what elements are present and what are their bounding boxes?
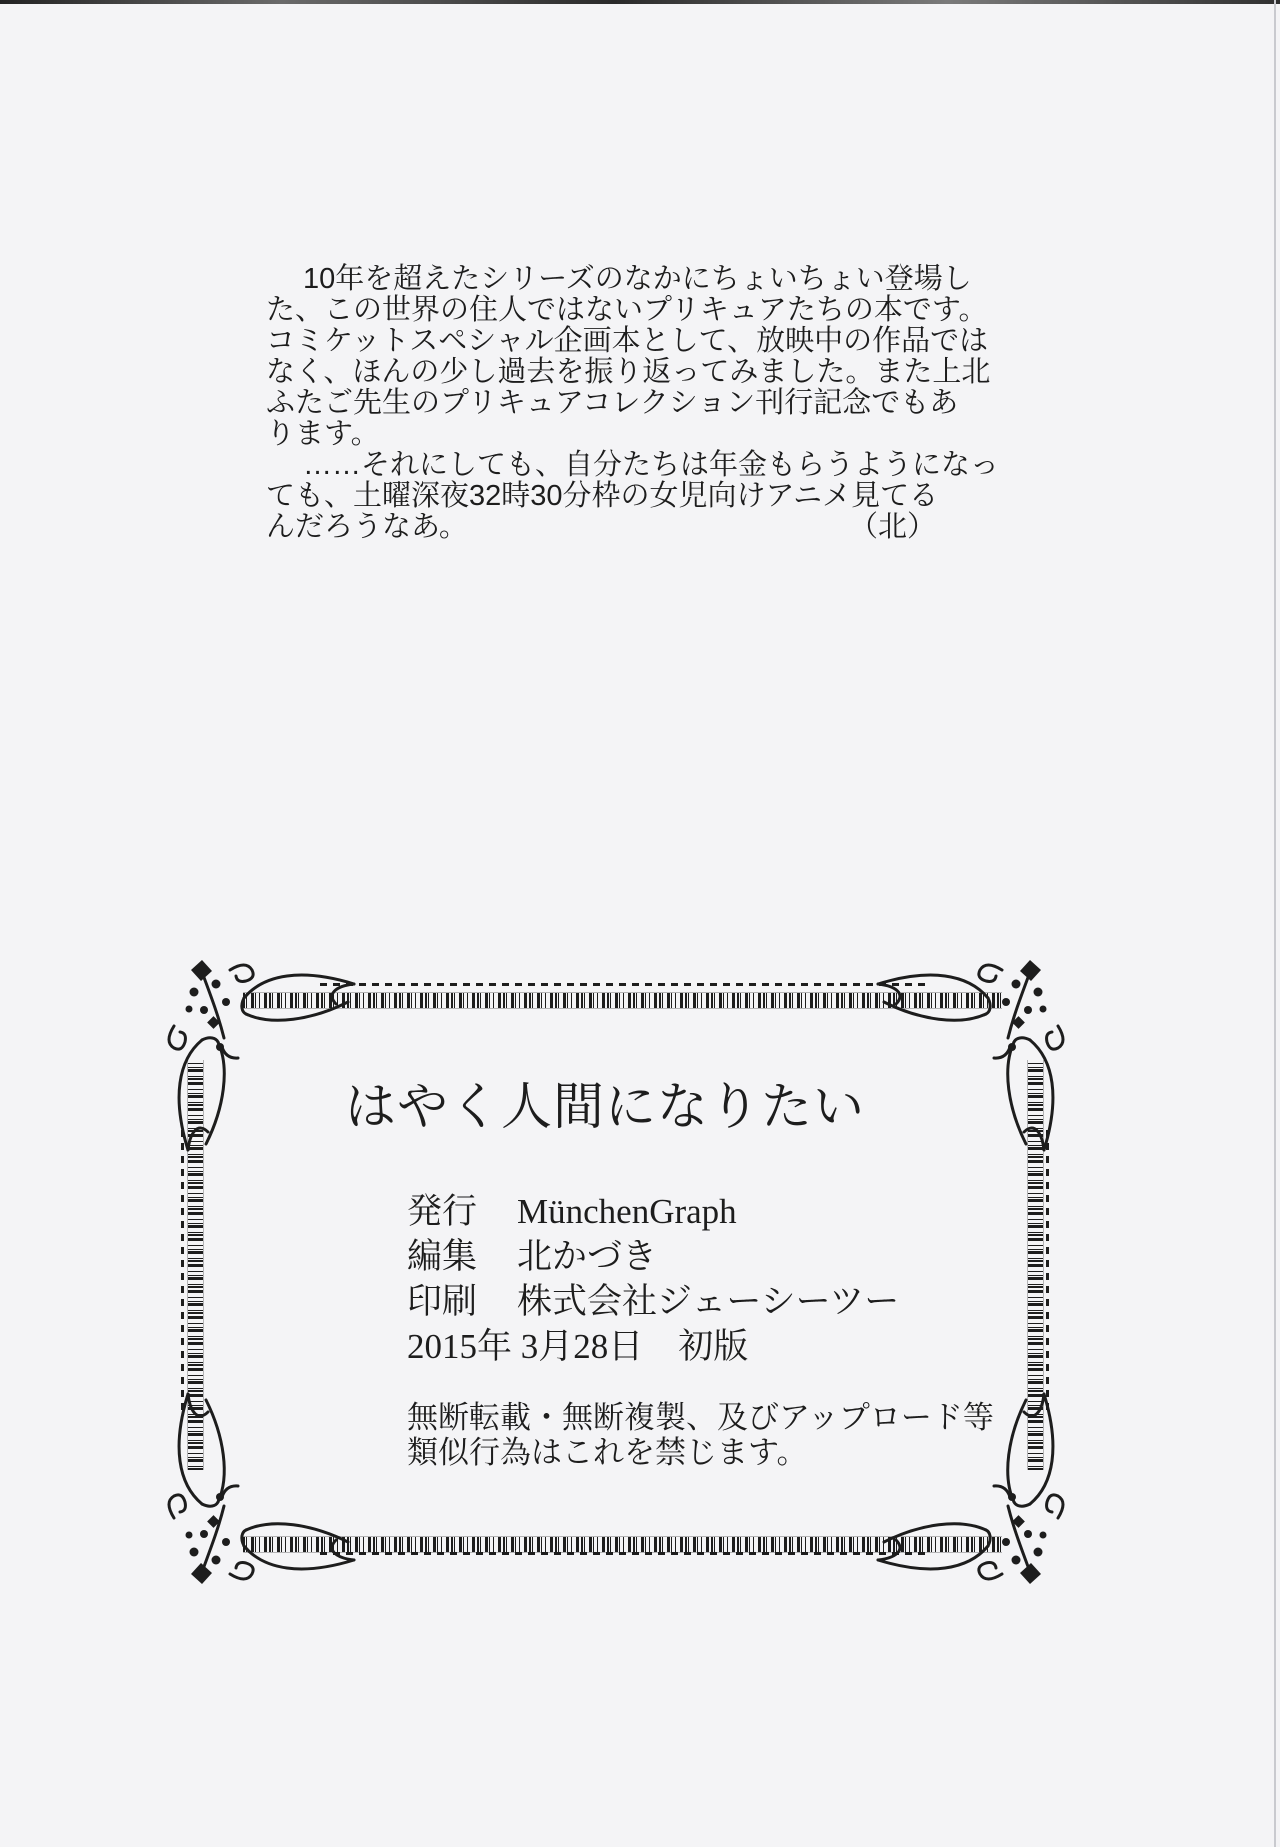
book-title: はやく人間になりたい: [345, 1078, 866, 1135]
floral-ornament-top-right-icon: [876, 952, 1076, 1152]
printer-value: 株式会社ジェーシーツー: [517, 1282, 900, 1321]
colophon-row-publisher: [407, 1189, 899, 1234]
printer-label: 印刷: [407, 1282, 478, 1321]
author-signature: （北）: [848, 511, 936, 543]
floral-ornament-bottom-left-icon: [156, 1392, 356, 1592]
afterword-line: コミケットスペシャル企画本として、放映中の作品では: [266, 325, 989, 357]
notice-line: 無断転載・無断複製、及びアップロード等: [407, 1400, 994, 1435]
colophon-row-editor: [407, 1234, 899, 1279]
publisher-label: 発行: [407, 1192, 478, 1231]
colophon-date-line: [407, 1324, 899, 1369]
publication-date: 2015年 3月28日 初版: [407, 1327, 749, 1366]
copyright-notice: [407, 1400, 994, 1470]
afterword-last-line: [266, 512, 978, 543]
notice-line: 類似行為はこれを禁じます。: [407, 1435, 808, 1470]
frame-dashed-border-right: [1046, 1130, 1049, 1410]
afterword-line: た、この世界の住人ではないプリキュアたちの本です。: [266, 294, 988, 326]
afterword-paragraph: [266, 263, 1000, 543]
frame-dashed-border-left: [181, 1130, 184, 1410]
afterword-line: なく、ほんの少し過去を振り返ってみました。また上北: [266, 356, 991, 388]
editor-label: 編集: [407, 1237, 478, 1276]
colophon-row-printer: [407, 1279, 899, 1324]
frame-dashed-border-bottom: [320, 1552, 925, 1555]
editor-value: 北かづき: [517, 1237, 658, 1276]
afterword-last-line-text: んだろうなあ。: [266, 511, 468, 543]
colophon-frame: [178, 980, 1058, 1570]
scan-edge-right: [1274, 0, 1276, 1847]
publisher-value: MünchenGraph: [517, 1192, 737, 1231]
afterword-line: ……それにしても、自分たちは年金もらうようになっ: [303, 449, 1000, 481]
afterword-line: ても、土曜深夜32時30分枠の女児向けアニメ見てる: [266, 480, 939, 512]
frame-dashed-border-top: [320, 983, 925, 986]
scan-edge-top: [0, 0, 1280, 4]
afterword-line: ふたご先生のプリキュアコレクション刊行記念でもあ: [266, 387, 959, 419]
afterword-line: 10年を超えたシリーズのなかにちょいちょい登場し: [303, 263, 972, 295]
colophon-block: [407, 1189, 899, 1369]
floral-ornament-top-left-icon: [156, 952, 356, 1152]
afterword-line: ります。: [266, 418, 380, 450]
